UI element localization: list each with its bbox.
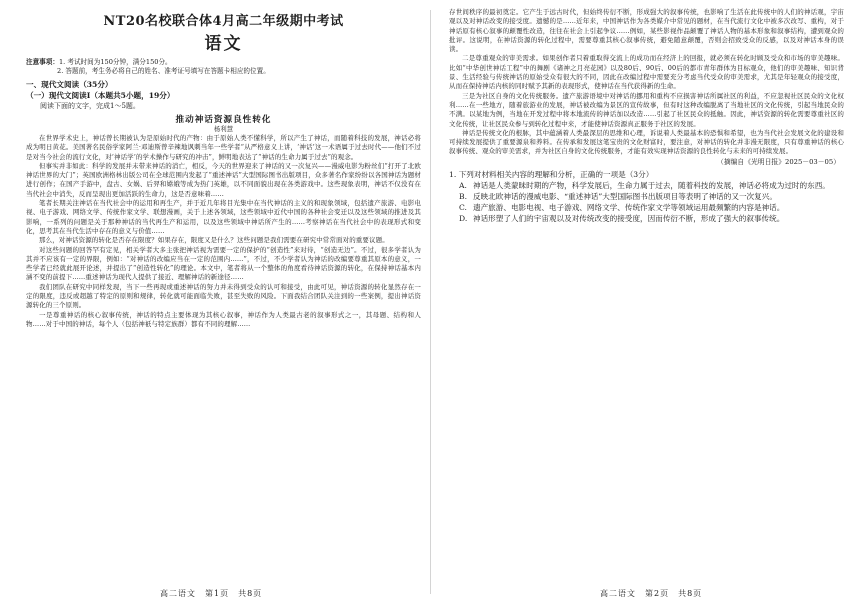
left-column — [26, 8, 421, 329]
option-a — [449, 180, 844, 191]
option-b — [449, 191, 844, 202]
notice-item-1: 1. 考试时间为150分钟，满分150分。 — [58, 58, 172, 66]
notice-block — [26, 58, 421, 76]
article-paragraph: 存世间秩序的最初奠定。它产生于远古时代，但始终传衍不断，形成强大的叙事传统，也影响了生活在此传统中的人们的神话观，宇宙观以及对神话改变的接受度。遗憾的是……近年来，中国神话作为各类媒介中常见的题材，在当代流行文化中被多次改写、重构，对于神话原有核心叙事的颠覆性改造，往往在社会上引起争议……例如，某些影视作品颠覆了神话人物的基本形象和叙事结构，遭到观众的批评。这说明，在神话资源的转化过程中，需要尊重其核心叙事传统，避免随意颠覆，否则会招致受众的反感，以及对神话本身的误读。 — [449, 8, 844, 54]
exam-title: NT20名校联合体4月高二年级期中考试 — [103, 14, 344, 29]
option-d — [449, 213, 844, 224]
notice-label: 注意事项： — [26, 58, 59, 66]
option-letter: C. — [459, 202, 467, 212]
option-letter: B. — [459, 191, 467, 201]
article-paragraph: 二是尊重观众的审美需求。如果创作者只着重取得交流上的成功而在经济上的回报，就必须在转化时顾及受众和市场的审美趣味。比如“中华创世神话工程”中的舞剧《诸神之月亮花园》以及80后、90后、00后的都市青年群体为目标观众，他们的审美趣味、知识背景、生活经验与传统神话的原始受众有很大的不同，因此在改编过程中需要充分考虑当代受众的审美需求，尤其是年轻观众的接受度，从而在保持神话内核的同时赋予其新的表现形式，使神话在当代获得新的生命。 — [449, 54, 844, 91]
option-text: 神话形塑了人们的宇宙观以及对传统改变的接受度，因而传衍不断，形成了强大的叙事传统。 — [473, 213, 785, 223]
notice-item-2: 2. 答题前，考生务必将自己的姓名、准考证号填写在答题卡相应的位置。 — [57, 67, 270, 75]
option-letter: A. — [459, 180, 467, 190]
article-paragraph: 三是为社区自身的文化传统服务。遗产旅游语境中对神话的挪用和重构不应损害神话所属社区的利益，不应忽视社区民众的文化权利……在一些地方，随着旅游业的发展，神话被改编为景区的宣传故事，但有时这种改编脱离了当地社区的文化传统，引起当地民众的不满。以某地为例，当地在开发过程中将本地流传的神话加以改造……引起了社区民众的抵触。因此，神话资源的转化需要尊重社区的文化传统，让社区民众参与到转化过程中来，才能使神话资源真正服务于社区的发展。 — [449, 91, 844, 128]
option-c — [449, 202, 844, 213]
article-paragraph: 但事实并非如此：科学的发展并未带来神话的消亡，相反，今天的世界迎来了神话的又一次复兴——漫威电影为粉丝们“打开了北欧神话世界的大门”；英国欧洲格林出版公司在全球范围内发起了“重述神话”大型国际图书出版项目，众多著名作家纷纷以各国神话为题材进行创作；在国产手游中，盘古、女娲、后羿和嫦娥等成为热门英雄，以不同面貌出现在各类游戏中。这些现象表明，神话不仅没有在当代社会中消失，反而呈现出更加活跃的生命力，这是否意味着…… — [26, 161, 421, 198]
question-stem: 1. 下列对材料相关内容的理解和分析，正确的一项是（3分） — [449, 169, 654, 179]
article-paragraph: 那么，对神话资源的转化是否存在限度？如果存在，限度又是什么？这些问题是我们需要在研究中常常面对的重要议题。 — [39, 236, 389, 245]
option-text: 反映北欧神话的漫威电影、“重述神话”大型国际图书出版项目等表明了神话的又一次复兴。 — [473, 191, 777, 201]
article-paragraph: 笔者长期关注神话在当代社会中的运用和再生产，并于近几年将目光集中在当代神话的主义的和现象领域，包括遗产旅游、电影电视、电子游戏、网络文学、传统作家文学、联想漫画，关于上述各领域，这些领域中近代中国的各种社会变迁以及这些领域的推进及其影响，一系列的问题是关于那种神话的当代再生产和运用，以及这些领域中神话所产生的……考察神话在当代社会中的表现形式和变化，思考其在当代生活中存在的意义与价值…… — [26, 199, 421, 235]
option-text: 遗产旅游、电影电视、电子游戏、网络文学、传统作家文学等领域运用最频繁的内容是神话。 — [473, 202, 785, 212]
column-divider — [430, 10, 431, 594]
page-footer-right: 高二语文 第2页 共8页 — [600, 589, 703, 598]
article-author: 杨利慧 — [213, 125, 234, 133]
article-source: （摘编自《光明日报》2025－03－05） — [717, 157, 840, 166]
page-footer-left: 高二语文 第1页 共8页 — [160, 589, 263, 598]
subject-title: 语文 — [204, 34, 243, 54]
reading-instruction: 阅读下面的文字，完成1～5题。 — [40, 102, 140, 110]
article-paragraph: 在世界学术史上，神话曾长期被认为是原始时代的产物：由于原始人类不懂科学，所以产生了神话，而随着科技的发展，神话必将成为明日黄花。美国著名民俗学家阿兰·邓迪斯曾辛辣地讽刺当年一些学者“从严格意义上讲，‘神话’这一术语属于过去时代——他们不过是对当今社会的流行文化，对‘神话学’的学术操作与研究的冲击”，鲜明地表达了“神话的生命力属于过去”的观念。 — [26, 134, 421, 161]
sub-section-heading: （一）现代文阅读Ⅰ（本题共5小题，19分） — [26, 91, 175, 100]
article-title: 推动神话资源良性转化 — [175, 115, 272, 125]
right-column — [449, 8, 844, 224]
option-text: 神话是人类蒙昧时期的产物，科学发展后，生命力属于过去，随着科技的发展，神话必将成为过时的东西。 — [473, 180, 830, 190]
option-letter: D. — [459, 213, 468, 223]
article-paragraph: 神话是传统文化的根脉，其中蕴涵着人类最深层的思维和心理，诉说着人类最基本的恐惧和希望，也为当代社会发展文化的建设和可持续发展提供了重要源泉和养料。在传承和发展这笔宝贵的文化财富时，要注意，对神话的转化并非漫无限度，只有尊重神话的核心叙事传统、观众的审美需求，并为社区自身的文化传统服务，才能有效实现神话资源的良性转化与未来的可持续发展。 — [449, 128, 844, 156]
article-paragraph: 一是尊重神话的核心叙事传统，神话的特点主要体现为其核心叙事，神话作为人类最古老的叙事形式之一，其母题、结构和人物……对于中国的神话，每个人（包括神祇与特定族群）都有不同的理解…… — [26, 310, 421, 328]
section-heading: 一、现代文阅读（35分） — [26, 80, 113, 89]
article-paragraph: 我们团队在研究中同样发现，当下一些再现或重述神话的努力并未得到受众的认可和接受，由此可见，神话资源的转化显然存在一定的限度，违反或超越了特定的原则和规律，转化就可能面临失败，甚至失败的风险。下面我结合团队关注到的一些案例，提出神话资源转化的三个原则。 — [26, 282, 421, 310]
article-paragraph: 对这些问题的回答罕有定见，相关学者大多主张把神话视为需要一定的保护的“创造性”来对待，“创造无边”。不过，很多学者认为其并不应该有一定的界限，例如：“对神话的改编应当在一定的范围内……”，不过，不少学者认为神话的改编要尊重其原本的意义，一些学者已经就此展开论述，并提出了“创造性转化”的理论。本文中，笔者将从一个整体的角度看待神话资源的转化，在保持神话基本内涵不变的前提下……重述神话为现代人提供了接近、理解神话的新途径…… — [26, 245, 421, 282]
